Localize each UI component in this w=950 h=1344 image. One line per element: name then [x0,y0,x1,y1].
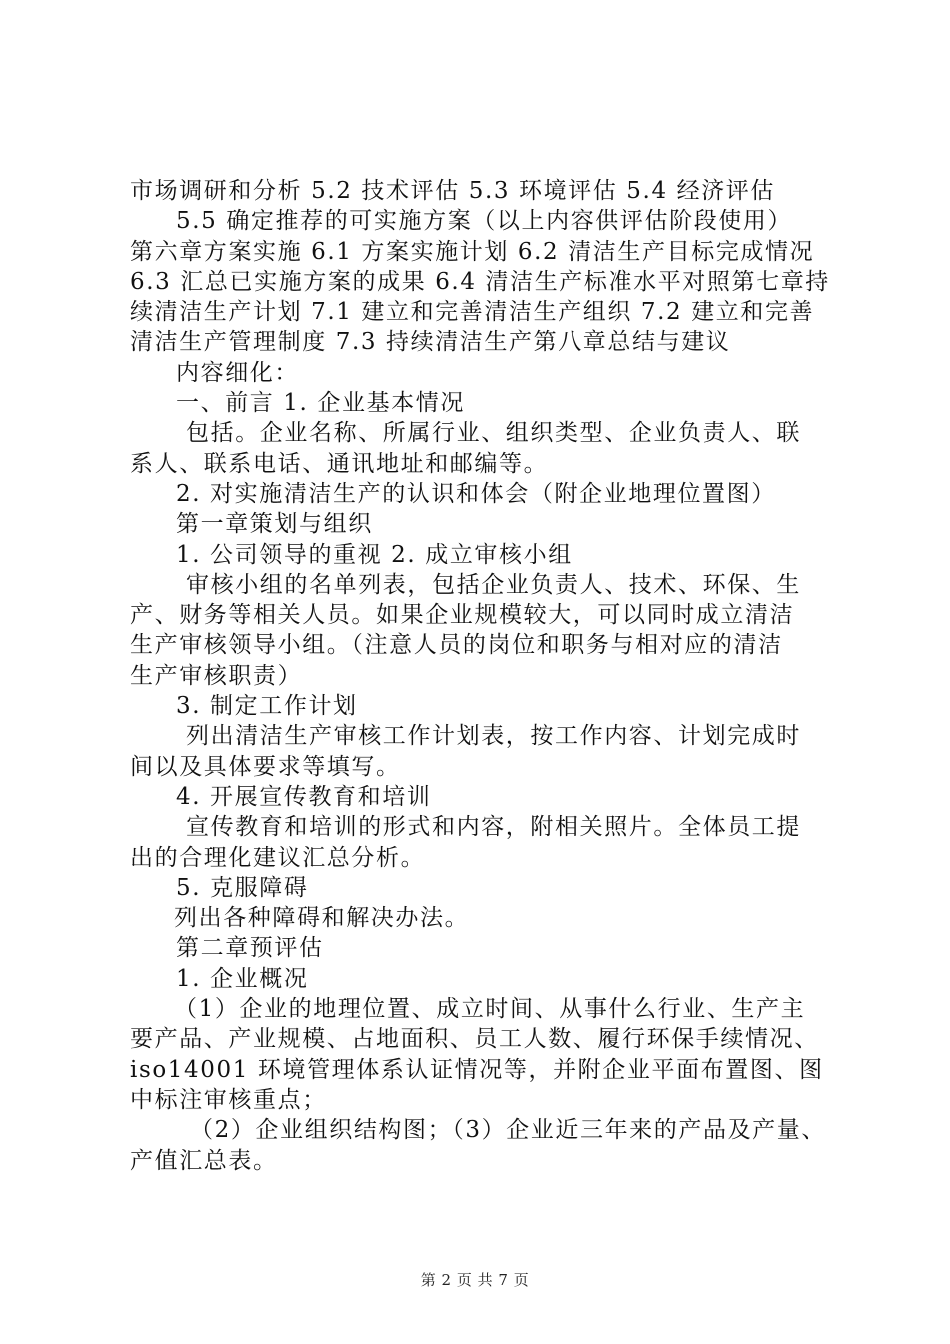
section-heading: 第二章预评估 [176,935,324,962]
text-line: 产值汇总表。 [130,1147,278,1174]
text-line: 列出清洁生产审核工作计划表，按工作内容、计划完成时 [186,723,801,750]
text-line: 5.5 确定推荐的可实施方案（以上内容供评估阶段使用） [176,208,793,235]
text-line: iso14001 环境管理体系认证情况等，并附企业平面布置图、图 [130,1056,824,1083]
text-line: 4. 开展宣传教育和培训 [176,783,432,810]
page-number: 第 2 页 共 7 页 [420,1271,530,1289]
text-line: 宣传教育和培训的形式和内容，附相关照片。全体员工提 [186,814,801,841]
text-line: 产、财务等相关人员。如果企业规模较大，可以同时成立清洁 [130,602,795,629]
text-line: 要产品、产业规模、占地面积、员工人数、履行环保手续情况、 [130,1026,819,1053]
text-line: 间以及具体要求等填写。 [130,753,401,780]
text-line: 列出各种障碍和解决办法。 [174,905,470,932]
text-line: 清洁生产管理制度 7.3 持续清洁生产第八章总结与建议 [130,329,731,356]
text-line: 中标注审核重点； [130,1086,327,1113]
text-line: 第六章方案实施 6.1 方案实施计划 6.2 清洁生产目标完成情况 [130,238,815,265]
text-line: （1）企业的地理位置、成立时间、从事什么行业、生产主 [174,996,806,1023]
text-line: 出的合理化建议汇总分析。 [130,844,426,871]
text-line: 5. 克服障碍 [176,874,309,901]
text-line: 包括。企业名称、所属行业、组织类型、企业负责人、联 [186,420,801,447]
text-line: 生产审核领导小组。（注意人员的岗位和职务与相对应的清洁 [130,632,783,659]
document-body [130,176,838,1176]
text-line: 一、前言 1. 企业基本情况 [176,390,465,417]
text-line: 2. 对实施清洁生产的认识和体会（附企业地理位置图） [176,480,776,507]
text-line: 续清洁生产计划 7.1 建立和完善清洁生产组织 7.2 建立和完善 [130,299,815,326]
text-line: 市场调研和分析 5.2 技术评估 5.3 环境评估 5.4 经济评估 [130,178,775,204]
text-line: （2）企业组织结构图；（3）企业近三年来的产品及产量、 [190,1117,826,1144]
section-heading: 第一章策划与组织 [176,511,373,538]
text-line: 6.3 汇总已实施方案的成果 6.4 清洁生产标准水平对照第七章持 [130,268,830,295]
text-line: 生产审核职责） [130,662,303,689]
text-line: 内容细化： [176,359,299,386]
text-line: 3. 制定工作计划 [176,693,358,720]
text-line: 系人、联系电话、通讯地址和邮编等。 [130,450,549,477]
text-line: 1. 企业概况 [176,965,309,992]
text-line: 审核小组的名单列表，包括企业负责人、技术、环保、生 [186,571,801,598]
text-line: 1. 公司领导的重视 2. 成立审核小组 [176,541,573,568]
